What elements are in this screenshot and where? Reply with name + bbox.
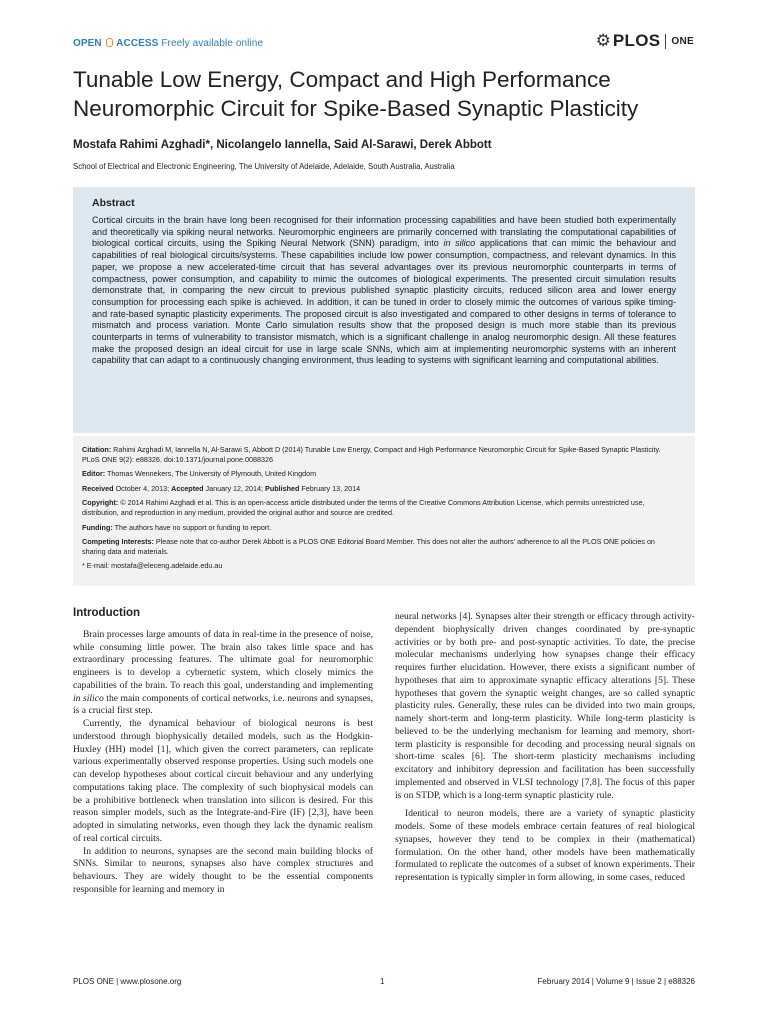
corresponding-email: * E-mail: mostafa@eleceng.adelaide.edu.au (82, 561, 223, 571)
plos-wordmark: PLOS (612, 31, 661, 50)
author-list: Mostafa Rahimi Azghadi*, Nicolangelo Iannella, Said Al-Sarawi, Derek Abbott (73, 139, 492, 151)
paragraph: In addition to neurons, synapses are the second main building blocks of SNNs. Similar to neurons, synapses also have complex structures and behaviours. They are widely thought to be the essential components responsible for learning and memory in (73, 845, 373, 895)
open-label: OPEN (73, 38, 102, 49)
section-heading-introduction: Introduction (73, 607, 141, 619)
article-title: Tunable Low Energy, Compact and High Performance Neuromorphic Circuit for Spike-Based Synaptic Plasticity (73, 67, 639, 121)
copyright: Copyright: © 2014 Rahimi Azghadi et al. This is an open-access article distributed under the terms of the Creative Commons Attribution License, which permits unrestricted use, distribution, and reproduction in any medium, provided the original author and source are credited. (82, 498, 645, 517)
logo-divider (665, 34, 666, 49)
abstract-heading: Abstract (92, 197, 135, 209)
citation: Citation: Rahimi Azghadi M, Iannella N, Al-Sarawi S, Abbott D (2014) Tunable Low Energy, Compact and High Performance Neuromorphic Circuit for Spike-Based Synaptic Plasticity. PLoS ONE 9(2): e88326. doi:10.1371/journal.pone.0088326 (82, 445, 661, 464)
abstract-text: Cortical circuits in the brain have long been recognised for their information processing capabilities and have been studied both experimentally and theoretically via spiking neural networks. Neuromorphic engineers are primarily concerned with translating the computational capabilities of biological cortical circuits, using the Spiking Neural Network (SNN) paradigm, into in silico applications that can mimic the behaviour and capabilities of real biological circuits/systems. These capabilities include low power consumption, compactness, and relevant dynamics. In this paper, we propose a new accelerated-time circuit that has several advantages over its previous neuromorphic counterparts in terms of compactness, power consumption, and capability to mimic the outcomes of biological experiments. The presented circuit simulation results demonstrate that, in comparing the new circuit to previous published synaptic plasticity circuits, reduced silicon area and lower energy consumption for processing each spike is achieved. In addition, it can be tuned in order to closely mimic the outcomes of various spike timing- and rate-based synaptic plasticity experiments. The proposed circuit is also investigated and compared to other designs in terms of tolerance to mismatch and process variation. Monte Carlo simulation results show that the proposed design is much more stable than its previous counterparts in terms of vulnerability to transistor mismatch, which is a significant challenge in analog neuromorphic design. All these features make the proposed design an ideal circuit for use in large scale SNNs, which aim at implementing neuromorphic systems with an inherent capability that can adapt to a continuously changing environment, thus leading to systems with significant learning and computational abilities. (92, 215, 676, 366)
dates: Received October 4, 2013; Accepted January 12, 2014; Published February 13, 2014 (82, 483, 361, 493)
page-number: 1 (380, 977, 385, 986)
funding: Funding: The authors have no support or funding to report. (82, 522, 272, 532)
open-access-lock-icon (106, 38, 113, 47)
editor: Editor: Thomas Wennekers, The University of Plymouth, United Kingdom (82, 469, 317, 479)
footer-journal: PLOS ONE | www.plosone.org (73, 977, 182, 986)
paragraph: neural networks [4]. Synapses alter their strength or efficacy through activity-dependent biophysically driven changes coordinated by pre-synaptic activities or by both pre- and post-synaptic activities. To date, the precise molecular mechanisms underlying how synapses change their efficacy requires further elucidation. However, there exists a significant number of hypotheses that aim to approximate synaptic efficacy alterations [5]. These hypotheses that govern the synaptic weight changes, are so called synaptic plasticity rules. Generally, these rules can be divided into two main groups, namely short-term and long-term plasticity. While long-term plasticity is believed to be the underlying mechanism for learning and memory, short-term plasticity is responsible for decoding and processing neural signals on short-time scales [6]. The short-term plasticity mechanisms including excitatory and inhibitory depression and facilitation has been successfully implemented and observed in VLSI technology [7,8]. The focus of this paper is on STDP, which is a long-term synaptic plasticity rule. (395, 611, 695, 801)
freely-available-label: Freely available online (161, 38, 264, 49)
one-wordmark: ONE (671, 35, 694, 47)
open-access-label (73, 38, 263, 49)
paragraph: Brain processes large amounts of data in real-time in the presence of noise, while consuming little power. The brain also takes little space and has extraordinary processing features. The ultimate goal for neuromorphic engineers is to develop a cybernetic system, which closely mimics the capabilities of the brain. To reach this goal, understanding and implementing in silico the main components of cortical networks, i.e. neurons and synapses, is a crucial first step. (73, 628, 373, 717)
access-label: ACCESS (116, 38, 159, 49)
paragraph: Currently, the dynamical behaviour of biological neurons is best understood through biophysically detailed models, such as the Hodgkin-Huxley (HH) model [1], which given the correct parameters, can replicate various experimentally observed response properties. Using such models one can develop hypotheses about cortical circuit behaviour and any underlying computations taking place. The complexity of such biophysical models can be a prohibitive bottleneck when translation into silicon is desired. For this reason simpler models, such as the Integrate-and-Fire (IF) [2,3], have been adopted in simulating networks, even though they lack the dynamic realism of real cortical circuits. (73, 718, 373, 844)
left-column (73, 607, 373, 897)
abstract-box (73, 187, 695, 433)
article-info-box (73, 436, 695, 586)
right-column (395, 611, 695, 885)
affiliation: School of Electrical and Electronic Engineering, The University of Adelaide, Adelaide, South Australia, Australia (73, 162, 455, 171)
footer-issue: February 2014 | Volume 9 | Issue 2 | e88326 (537, 977, 695, 986)
competing-interests: Competing Interests: Please note that co-author Derek Abbott is a PLOS ONE Editorial Board Member. This does not alter the authors' adherence to all the PLOS ONE policies on sharing data and materials. (82, 537, 655, 556)
paragraph: Identical to neuron models, there are a variety of synaptic plasticity models. Some of these models embrace certain features of real biological synapses, however they tend to be complex in their (mathematical) formulation. On the other hand, other models have been mathematically formulated to replicate the outcomes of a subset of known experiments. Their representation is typically simpler in form allowing, in some cases, reduced (395, 808, 695, 883)
plos-one-logo (596, 31, 694, 51)
plos-gear-icon: ⚙ (595, 31, 611, 50)
